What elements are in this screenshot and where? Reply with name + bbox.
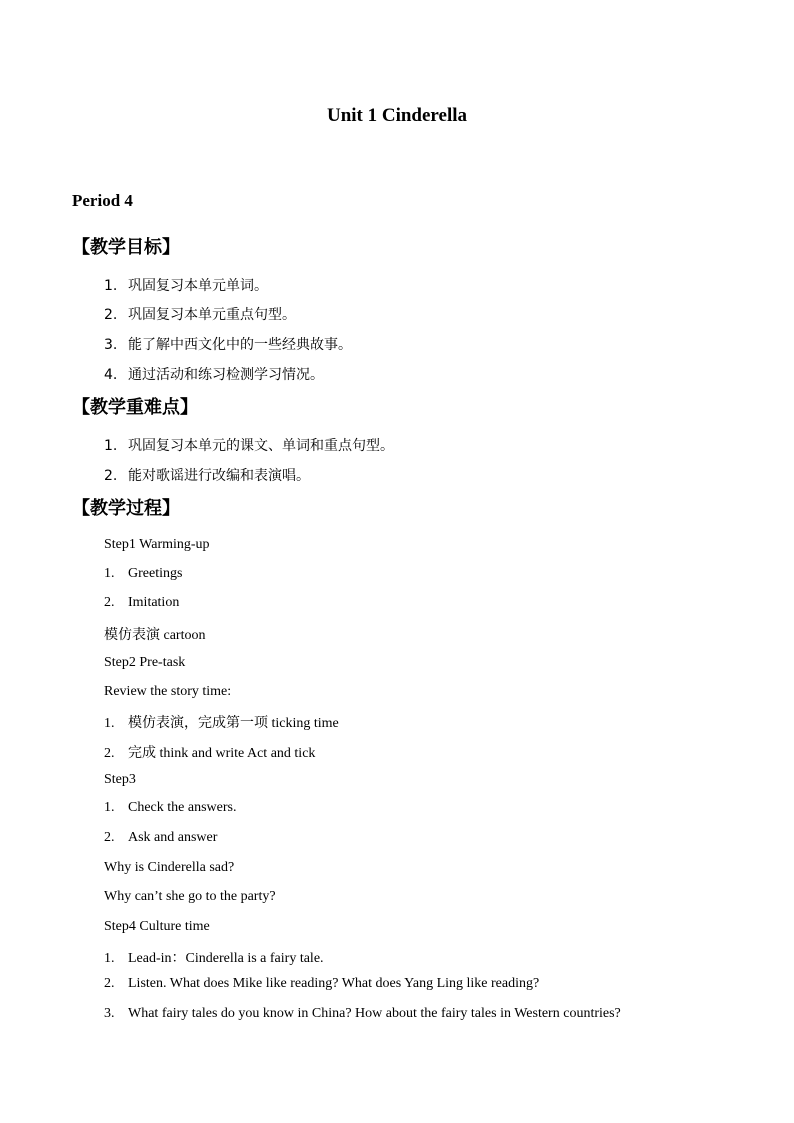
- line-text: 模仿表演，完成第一项 ticking time: [128, 716, 339, 731]
- process-line: [104, 947, 324, 967]
- line-text: Imitation: [128, 595, 180, 610]
- item-number: 2.: [104, 976, 115, 991]
- period-label: Period 4: [72, 191, 133, 210]
- objective-item: [104, 334, 352, 354]
- objective-item: [104, 364, 324, 384]
- line-text: Greetings: [128, 566, 183, 581]
- line-text: Step1 Warming-up: [104, 537, 210, 552]
- line-text: Step3: [104, 772, 136, 787]
- line-text: Check the answers.: [128, 800, 237, 815]
- process-line: [104, 655, 185, 671]
- item-number: 2.: [104, 307, 118, 323]
- item-text: 巩固复习本单元重点句型。: [128, 307, 296, 323]
- process-line: [104, 742, 315, 762]
- process-line: [104, 537, 210, 553]
- line-text: Step2 Pre-task: [104, 655, 186, 670]
- item-number: 1.: [104, 716, 115, 731]
- key-point-item: [104, 465, 310, 485]
- process-heading: 【教学过程】: [72, 498, 180, 519]
- item-text: 能对歌谣进行改编和表演唱。: [128, 468, 310, 484]
- line-text: Lead-in：Cinderella is a fairy tale.: [128, 951, 324, 966]
- item-number: 2.: [104, 595, 115, 610]
- objective-item: [104, 275, 268, 295]
- objectives-heading: 【教学目标】: [72, 237, 180, 258]
- line-text: Listen. What does Mike like reading? What does Yang Ling like reading?: [128, 976, 540, 991]
- process-line: [104, 830, 217, 846]
- process-line: [104, 595, 179, 611]
- process-line: [104, 566, 182, 582]
- item-number: 1.: [104, 566, 115, 581]
- item-number: 3.: [104, 337, 118, 353]
- line-text: 完成 think and write Act and tick: [128, 746, 316, 761]
- item-number: 1.: [104, 800, 115, 815]
- item-text: 能了解中西文化中的一些经典故事。: [128, 337, 352, 353]
- key-point-item: [104, 435, 394, 455]
- line-text: What fairy tales do you know in China? How about the fairy tales in Western countries?: [128, 1006, 621, 1021]
- line-text: Step4 Culture time: [104, 919, 210, 934]
- process-line: [104, 860, 234, 876]
- document-title: Unit 1 Cinderella: [326, 105, 468, 126]
- line-text: Why is Cinderella sad?: [104, 860, 235, 875]
- line-text: Ask and answer: [128, 830, 218, 845]
- item-number: 1.: [104, 438, 118, 454]
- item-number: 4.: [104, 367, 118, 383]
- item-text: 通过活动和练习检测学习情况。: [128, 367, 324, 383]
- line-text: 模仿表演 cartoon: [104, 628, 206, 643]
- item-text: 巩固复习本单元的课文、单词和重点句型。: [128, 438, 394, 454]
- process-line: [104, 919, 210, 935]
- process-line: [104, 624, 205, 644]
- process-line: [104, 1006, 621, 1022]
- item-number: 1.: [104, 278, 118, 294]
- process-line: [104, 976, 539, 992]
- item-number: 1.: [104, 951, 115, 966]
- item-number: 2.: [104, 746, 115, 761]
- line-text: Review the story time:: [104, 684, 232, 699]
- objective-item: [104, 304, 296, 324]
- process-line: [104, 684, 231, 700]
- item-text: 巩固复习本单元单词。: [128, 278, 268, 294]
- process-line: [104, 712, 339, 732]
- process-line: [104, 889, 276, 905]
- line-text: Why can’t she go to the party?: [104, 889, 276, 904]
- item-number: 3.: [104, 1006, 115, 1021]
- process-line: [104, 800, 236, 816]
- item-number: 2.: [104, 830, 115, 845]
- process-line: [104, 772, 136, 788]
- item-number: 2.: [104, 468, 118, 484]
- key-points-heading: 【教学重难点】: [72, 397, 198, 418]
